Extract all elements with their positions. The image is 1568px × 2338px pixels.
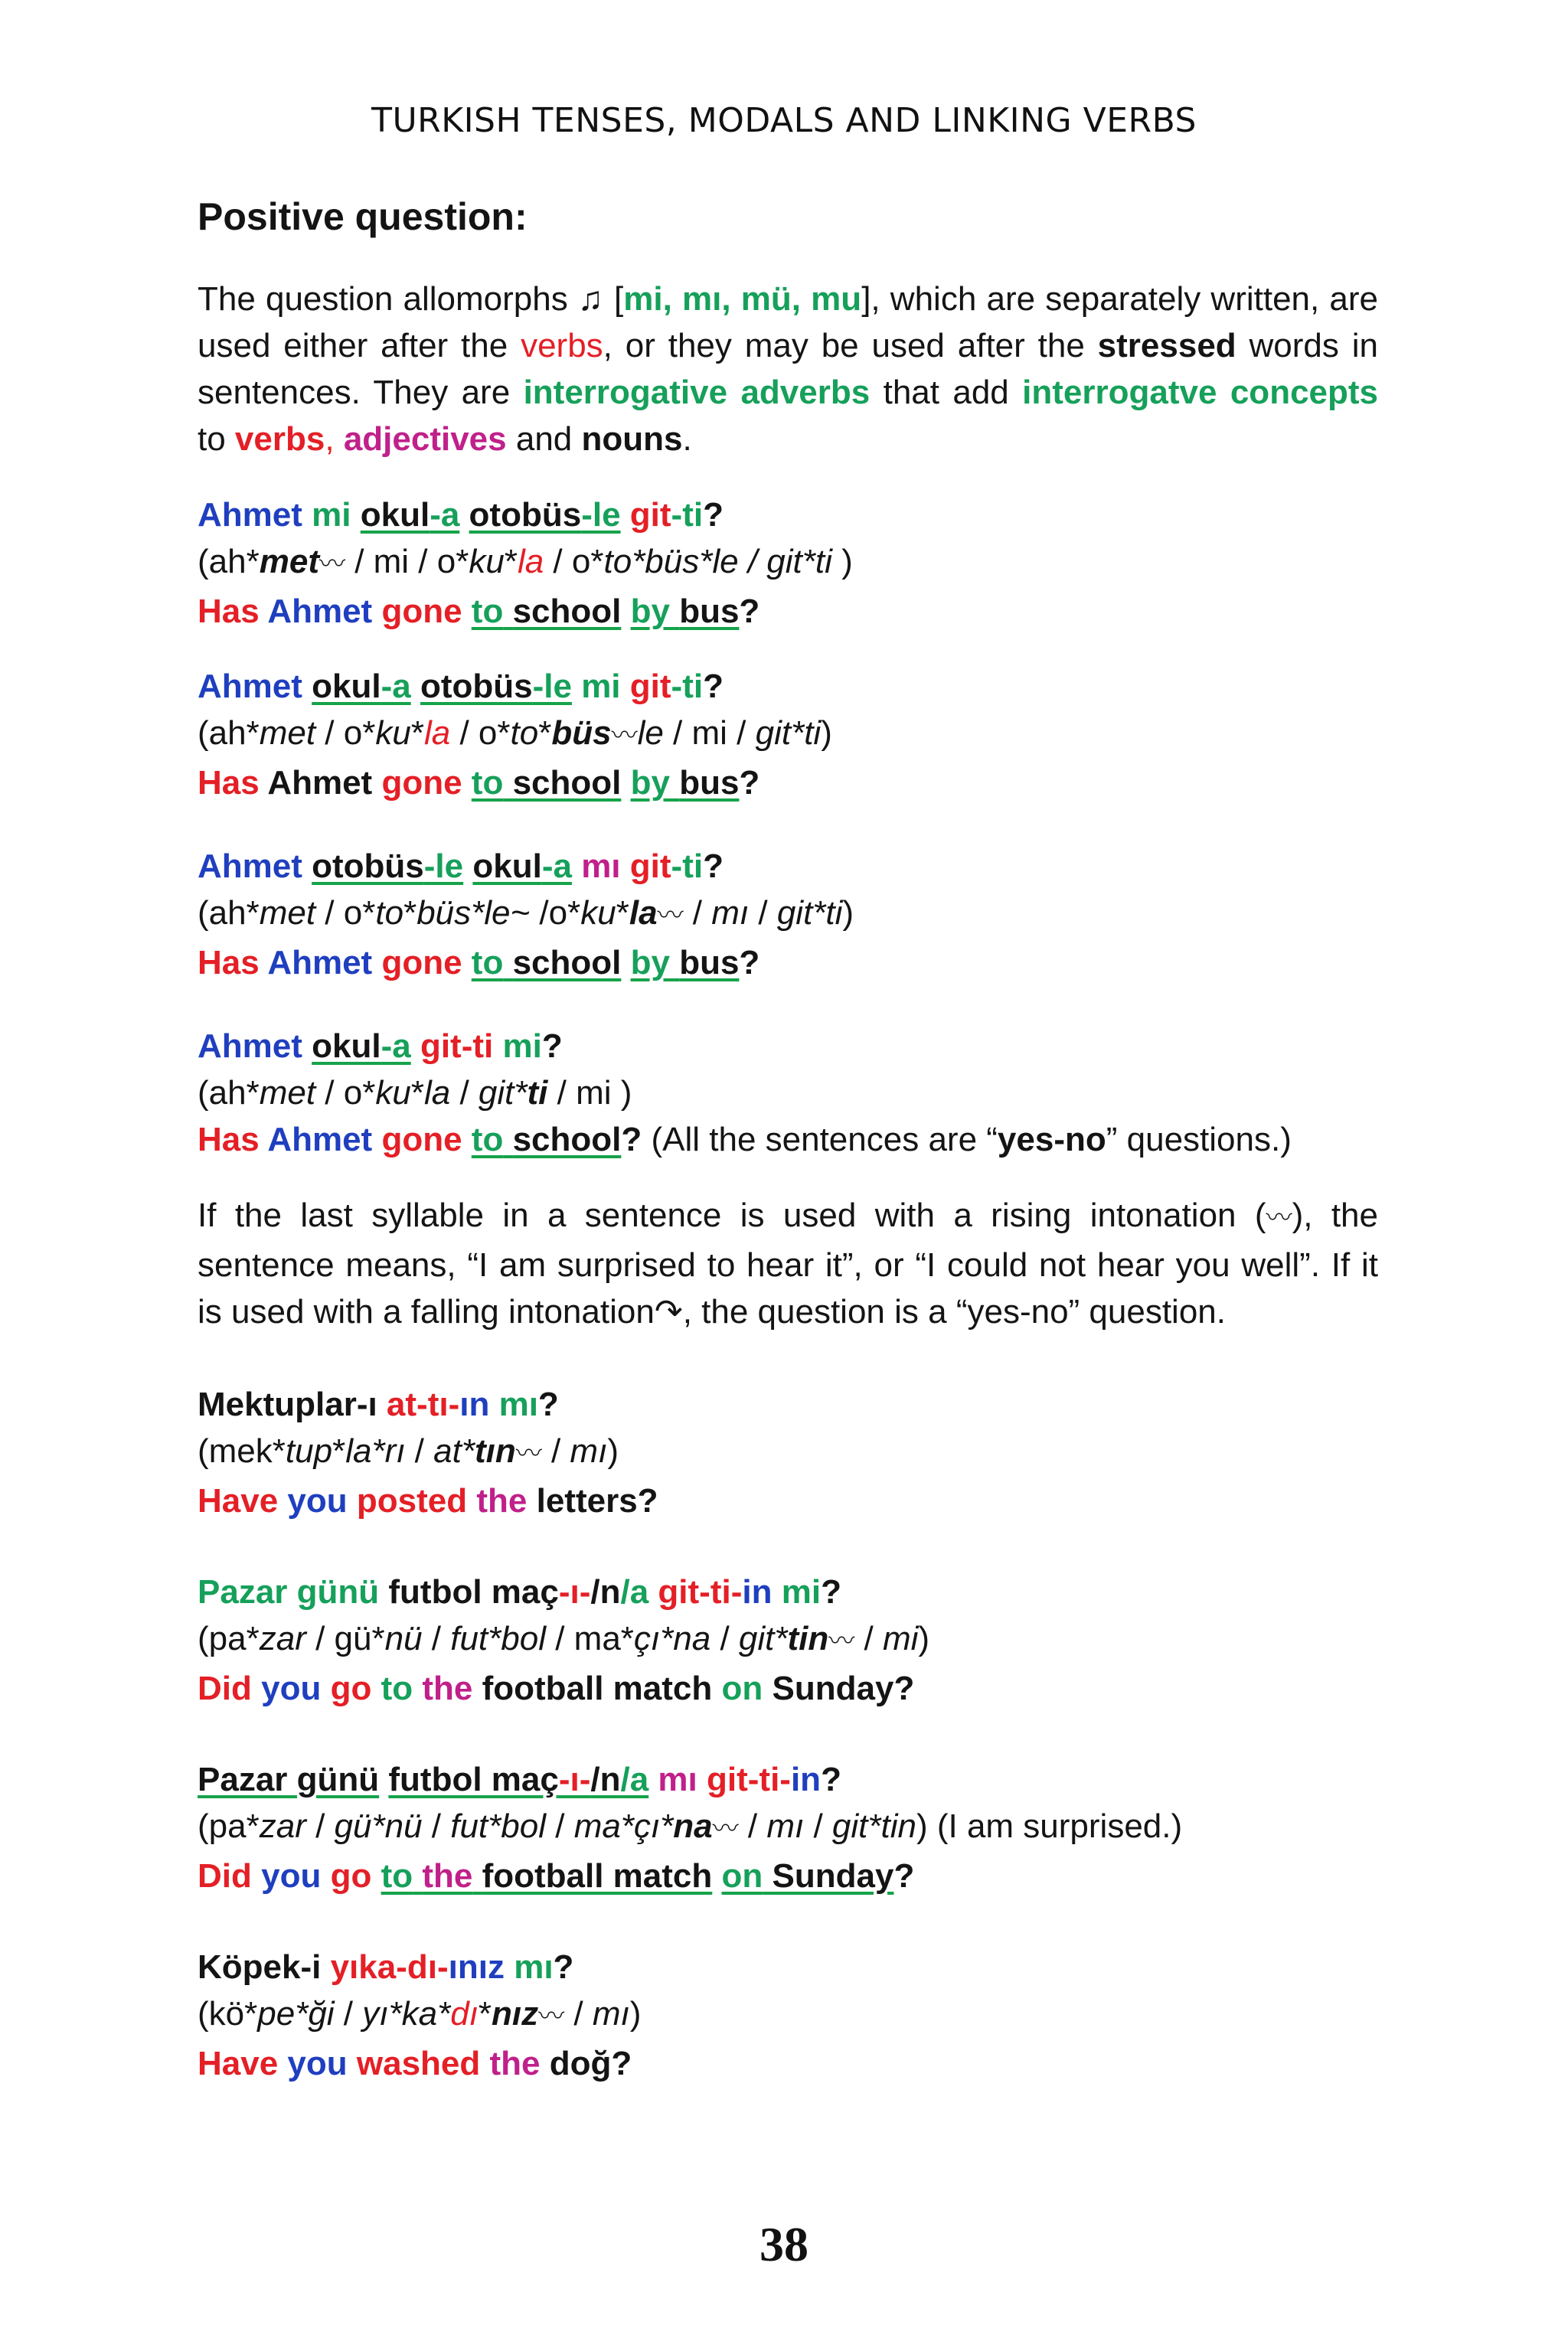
pron: at* (433, 1432, 475, 1470)
intro-text: . (682, 420, 692, 458)
question-particle: mı (489, 1386, 538, 1423)
word: otobüs (312, 847, 424, 885)
pron: met (259, 714, 316, 752)
punct: ? (637, 1482, 658, 1520)
english-translation (198, 588, 1378, 635)
pronunciation (198, 538, 1378, 588)
verb-root: git (629, 496, 671, 534)
word: to (381, 1670, 413, 1707)
suffix: -ı- (558, 1573, 591, 1611)
english-translation (198, 1853, 1378, 1899)
pron: ku (375, 714, 411, 752)
pron-stress: tın (474, 1432, 516, 1470)
pronunciation (198, 710, 1378, 759)
intro-text: that add (870, 374, 1023, 411)
punct: ? (893, 1670, 915, 1707)
suffix: in (742, 1573, 773, 1611)
example-6 (198, 1569, 1378, 1712)
intonation-text: If the last syllable in a sentence is used with a rising intonation ( (198, 1197, 1266, 1234)
stressed-word: stressed (1097, 327, 1236, 364)
pron: (ah* (198, 894, 260, 932)
pron: nü (384, 1620, 423, 1657)
word: Has (198, 1121, 260, 1158)
word: gone (381, 944, 462, 981)
verb: at-tı- (377, 1386, 460, 1423)
pron: / mi / (663, 714, 756, 752)
word: to (471, 764, 504, 802)
pron: ma*çı* (573, 1807, 674, 1845)
pron: la (423, 714, 451, 752)
word: to (471, 944, 504, 981)
pron: pe*ği (257, 1995, 335, 2033)
word: Mektuplar-ı (198, 1386, 377, 1423)
nouns-word: nouns (581, 420, 683, 458)
pron: ) (918, 1620, 930, 1657)
pron: / (422, 1807, 451, 1845)
pron: büs*le~ (416, 894, 531, 932)
suffix: -a (541, 847, 572, 885)
pron: ) (831, 543, 853, 580)
pron: tup (285, 1432, 333, 1470)
word: doğ (549, 2045, 612, 2082)
pron: mı (592, 1995, 630, 2033)
word: letters (536, 1482, 638, 1520)
pron: / (541, 1432, 570, 1470)
verbs-word: verbs (521, 327, 603, 364)
intonation-paragraph (198, 1192, 1378, 1335)
interrogative-adverbs: interrogative adverbs (523, 374, 871, 411)
pron: git*ti (776, 894, 843, 932)
adjectives-word: adjectives (343, 420, 507, 458)
turkish-sentence (198, 843, 1378, 890)
word: Pazar günü (198, 1573, 380, 1611)
note-text: ” questions.) (1106, 1121, 1292, 1158)
question-particle: mi (312, 496, 351, 534)
pron: * (478, 1995, 492, 2033)
pron: / ma* (546, 1620, 634, 1657)
word: school (512, 593, 622, 630)
word: Sunday (772, 1857, 894, 1895)
pron: ku (580, 894, 616, 932)
note-text: (All the sentences are “ (642, 1121, 998, 1158)
word: to (471, 593, 504, 630)
suffix: -a (381, 668, 411, 705)
word: the (476, 1482, 528, 1520)
punct: ? (821, 1573, 841, 1611)
word: Ahmet (267, 1121, 373, 1158)
falling-intonation-icon: ↷ (654, 1293, 683, 1331)
music-note-icon: ♫ (577, 280, 604, 318)
pron-stress: met (259, 543, 319, 580)
question-particle: mı (658, 1761, 697, 1798)
word: washed (356, 2045, 481, 2082)
turkish-sentence (198, 1756, 1378, 1803)
pron: / (854, 1620, 883, 1657)
punct: ? (703, 847, 724, 885)
word: Ahmet (198, 847, 302, 885)
pron: / (405, 1432, 434, 1470)
pronunciation (198, 890, 1378, 939)
word: futbol maç (388, 1573, 559, 1611)
pron: / o* (544, 543, 604, 580)
word: on (721, 1857, 763, 1895)
suffix: ınız (448, 1948, 505, 1986)
word: gone (381, 764, 462, 802)
word: the (489, 2045, 541, 2082)
example-1 (198, 491, 1378, 635)
pron: zar (259, 1620, 306, 1657)
word: the (422, 1857, 473, 1895)
pron: / (738, 1807, 767, 1845)
word: Ahmet (267, 593, 373, 630)
english-translation (198, 759, 1378, 806)
pron: * (410, 1074, 424, 1112)
pron: / mi / o* (345, 543, 469, 580)
allomorphs: mi, mı, mü, mu (623, 280, 862, 318)
turkish-sentence (198, 1944, 1378, 1990)
pron: mı (766, 1807, 805, 1845)
english-translation (198, 939, 1378, 986)
pron: / (710, 1620, 739, 1657)
note-bold: yes-no (997, 1121, 1106, 1158)
word: by (630, 764, 670, 802)
word: the (422, 1670, 473, 1707)
word: Ahmet (198, 668, 302, 705)
word: gone (381, 593, 462, 630)
comma: , (325, 420, 335, 458)
word: you (261, 1670, 322, 1707)
section-heading: Positive question: (198, 195, 528, 238)
pron: * (616, 894, 629, 932)
word: you (287, 1482, 348, 1520)
pronunciation (198, 1615, 1378, 1665)
pron: to (375, 894, 404, 932)
suffix: -le (532, 668, 572, 705)
pron-stress: ti (527, 1074, 548, 1112)
word: Ahmet (267, 944, 373, 981)
word: Ahmet (198, 1027, 302, 1065)
word: futbol maç (388, 1761, 559, 1798)
pron: dı (450, 1995, 479, 2033)
pron: git* (738, 1620, 788, 1657)
word: Has (198, 944, 260, 981)
intro-text: to (198, 420, 235, 458)
intro-text: , or they may be used after the (603, 327, 1098, 364)
word: go (330, 1670, 372, 1707)
suffix: -ti (671, 668, 704, 705)
pron: / mi ) (547, 1074, 632, 1112)
pron: met (259, 1074, 316, 1112)
punct: ? (537, 1386, 559, 1423)
word: otobüs (469, 496, 582, 534)
pron: yı*ka* (362, 1995, 451, 2033)
turkish-sentence (198, 1569, 1378, 1615)
word: you (287, 2045, 348, 2082)
word: otobüs (420, 668, 533, 705)
pronunciation (198, 1069, 1378, 1116)
word: go (330, 1857, 372, 1895)
rising-intonation-icon: 〰 (712, 1814, 739, 1843)
pron: / (422, 1620, 451, 1657)
word: bus (679, 593, 740, 630)
pron-stress: büs (551, 714, 612, 752)
word: okul (360, 496, 430, 534)
word: Did (198, 1857, 252, 1895)
running-header: TURKISH TENSES, MODALS AND LINKING VERBS (371, 101, 1197, 140)
word: Pazar günü (198, 1761, 380, 1798)
word: okul (472, 847, 542, 885)
suffix: -ı- (558, 1761, 591, 1798)
punct: ? (821, 1761, 841, 1798)
pron: / o* (450, 714, 511, 752)
pron: / (334, 1995, 363, 2033)
punct: ? (621, 1121, 642, 1158)
verb: git-ti (420, 1027, 494, 1065)
pron: ku (469, 543, 505, 580)
pron: (ah* (198, 714, 260, 752)
question-particle: mı (504, 1948, 554, 1986)
pron: mi (882, 1620, 919, 1657)
pron-stress: nız (492, 1995, 539, 2033)
pron: / (564, 1995, 593, 2033)
interrogatve-concepts: interrogatve concepts (1022, 374, 1379, 411)
pron: la*rı (345, 1432, 406, 1470)
word: bus (679, 944, 740, 981)
rising-intonation-icon: 〰 (538, 2002, 565, 2031)
suffix: -a (430, 496, 460, 534)
turkish-sentence (198, 663, 1378, 710)
intro-text: words in sentences. They are (198, 327, 1378, 411)
pronunciation (198, 1428, 1378, 1478)
pron: git*ti (766, 543, 832, 580)
word: Has (198, 593, 260, 630)
intro-text: ], which are separately written, are used either after the (198, 280, 1379, 364)
pron: / (749, 894, 777, 932)
suffix: /n (590, 1573, 621, 1611)
pron: / (305, 1807, 335, 1845)
intro-text: and (506, 420, 582, 458)
pron: git*ti (755, 714, 822, 752)
pron: * (332, 1432, 346, 1470)
rising-intonation-icon: 〰 (1266, 1203, 1292, 1233)
word: Ahmet (267, 764, 373, 802)
pron: fut*bol (450, 1807, 546, 1845)
suffix: -le (581, 496, 621, 534)
punct: ? (893, 1857, 915, 1895)
pron: gü*nü (334, 1807, 423, 1845)
word: by (630, 593, 670, 630)
pron: ku (375, 1074, 411, 1112)
pron: mı (711, 894, 750, 932)
pron: /o* (530, 894, 581, 932)
pronunciation (198, 1990, 1378, 2040)
pron: to (603, 543, 632, 580)
pron: / (804, 1807, 832, 1845)
english-translation (198, 1665, 1378, 1712)
word: Did (198, 1670, 252, 1707)
page-number: 38 (760, 2217, 808, 2271)
question-particle: mı (581, 847, 621, 885)
punct: ? (611, 2045, 632, 2082)
pron: met (259, 894, 316, 932)
verb-root: git (629, 847, 671, 885)
pron: / gü* (305, 1620, 385, 1657)
intonation-text: ), the sentence means, “I am surprised to hear it”, or “I could not hear you well”. If it is used with a falling intonation (198, 1197, 1378, 1331)
pron: (mek* (198, 1432, 286, 1470)
verb: git-ti- (658, 1573, 743, 1611)
suffix: ın (459, 1386, 490, 1423)
pron: fut*bol (450, 1620, 546, 1657)
pron: / o* (315, 714, 376, 752)
pron: mı (570, 1432, 608, 1470)
rising-intonation-icon: 〰 (657, 901, 684, 930)
pron-stress: na (673, 1807, 713, 1845)
question-particle: mi (581, 668, 621, 705)
english-translation (198, 2040, 1378, 2087)
question-particle: mi (781, 1573, 822, 1611)
word: Have (198, 1482, 279, 1520)
intro-paragraph (198, 276, 1378, 462)
suffix: in (790, 1761, 822, 1798)
pronunciation (198, 1803, 1378, 1853)
turkish-sentence (198, 1023, 1378, 1069)
word: school (512, 1121, 622, 1158)
pron: *büs*le / (632, 543, 767, 580)
word: posted (356, 1482, 468, 1520)
word: school (512, 944, 622, 981)
word: football match (482, 1857, 713, 1895)
word: on (721, 1670, 763, 1707)
rising-intonation-icon: 〰 (828, 1627, 855, 1656)
suffix: -le (423, 847, 464, 885)
punct: ? (739, 764, 760, 802)
turkish-sentence (198, 1381, 1378, 1428)
english-translation (198, 1478, 1378, 1524)
example-4 (198, 1023, 1378, 1163)
pron: / o* (315, 894, 376, 932)
word: to (381, 1857, 413, 1895)
example-2 (198, 663, 1378, 806)
word: Have (198, 2045, 279, 2082)
pron: * (504, 543, 518, 580)
turkish-sentence (198, 491, 1378, 538)
pron: / (450, 1074, 479, 1112)
suffix: /a (620, 1573, 649, 1611)
word: school (512, 764, 622, 802)
pron: zar (259, 1807, 306, 1845)
pron: la (517, 543, 544, 580)
intro-text: [ (603, 280, 624, 318)
word: to (471, 1121, 504, 1158)
word: Has (198, 764, 260, 802)
pron: (pa* (198, 1807, 260, 1845)
pron-stress: la (629, 894, 658, 932)
word: football match (482, 1670, 713, 1707)
intro-text: The question allomorphs (198, 280, 578, 318)
word: bus (679, 764, 740, 802)
word: by (630, 944, 670, 981)
pron: (pa* (198, 1620, 260, 1657)
punct: ? (541, 1027, 563, 1065)
suffix: /n (590, 1761, 621, 1798)
pron: ) (I am surprised.) (916, 1807, 1183, 1845)
pron: (ah* (198, 1074, 260, 1112)
punct: ? (703, 496, 724, 534)
word: Ahmet (198, 496, 302, 534)
rising-intonation-icon: 〰 (515, 1439, 542, 1468)
suffix: -a (381, 1027, 411, 1065)
verb: git-ti- (707, 1761, 791, 1798)
word: okul (312, 1027, 381, 1065)
suffix: -ti (671, 496, 704, 534)
word: Sunday (772, 1670, 894, 1707)
suffix: -ti (671, 847, 704, 885)
pron: ) (821, 714, 832, 752)
pron: çı*na (633, 1620, 711, 1657)
punct: ? (739, 593, 760, 630)
question-particle: mi (502, 1027, 542, 1065)
page-content (198, 190, 1378, 2087)
pron: * (403, 894, 417, 932)
pron: ) (842, 894, 854, 932)
rising-intonation-icon: 〰 (318, 550, 345, 579)
pron: / (546, 1807, 574, 1845)
verb: yıka-dı- (321, 1948, 449, 1986)
example-8 (198, 1944, 1378, 2087)
verb-root: git (629, 668, 671, 705)
pron: * (538, 714, 552, 752)
word: you (261, 1857, 322, 1895)
pron: le (637, 714, 664, 752)
word: Köpek-i (198, 1948, 322, 1986)
pron-stress: tin (787, 1620, 829, 1657)
english-translation (198, 1116, 1378, 1163)
verbs-word: verbs (234, 420, 325, 458)
pron: / (683, 894, 712, 932)
pron: * (410, 714, 424, 752)
punct: ? (703, 668, 724, 705)
pron: / o* (315, 1074, 376, 1112)
word: gone (381, 1121, 462, 1158)
intonation-text: , the question is a “yes-no” question. (682, 1293, 1226, 1331)
word: okul (312, 668, 381, 705)
example-3 (198, 843, 1378, 986)
pron: (kö* (198, 1995, 258, 2033)
pron: git* (478, 1074, 528, 1112)
example-5 (198, 1381, 1378, 1524)
rising-intonation-icon: 〰 (611, 721, 638, 750)
pron: ) (629, 1995, 642, 2033)
pron: ) (607, 1432, 619, 1470)
punct: ? (553, 1948, 574, 1986)
suffix: /a (620, 1761, 649, 1798)
pron: git*tin (831, 1807, 916, 1845)
pron: (ah* (198, 543, 260, 580)
punct: ? (739, 944, 760, 981)
pron: to (510, 714, 539, 752)
pron: la (423, 1074, 451, 1112)
example-7 (198, 1756, 1378, 1899)
